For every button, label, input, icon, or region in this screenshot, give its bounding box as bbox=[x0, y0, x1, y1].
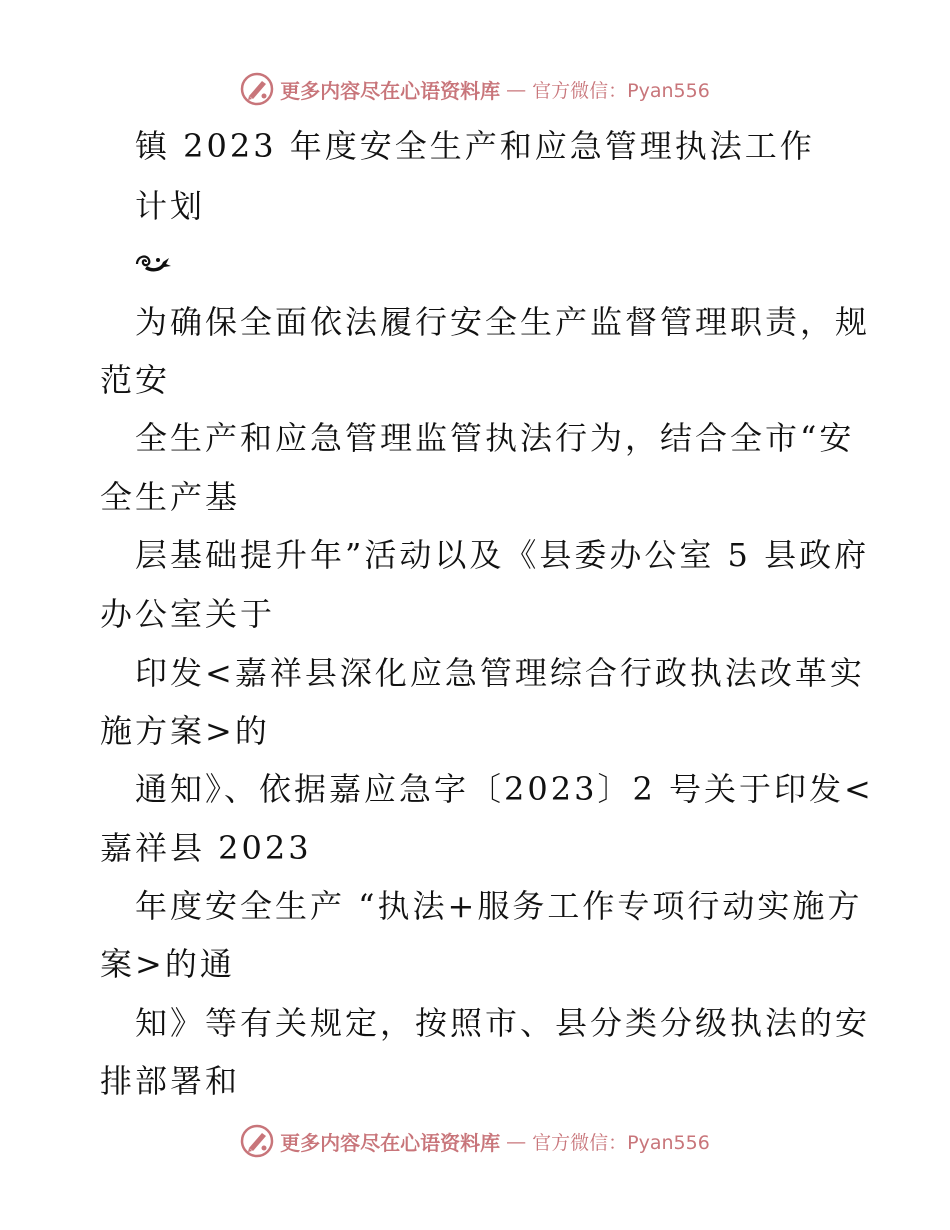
body-line-10: 嘉祥县 2023 bbox=[100, 829, 312, 867]
body-line-11: 年度安全生产 “执法+服务工作专项行动实施方 bbox=[135, 887, 863, 925]
document-title-line-1: 镇 2023 年度安全生产和应急管理执法工作 bbox=[135, 127, 815, 165]
header-watermark bbox=[0, 72, 950, 106]
body-line-9: 通知》、依据嘉应急字〔2023〕2 号关于印发< bbox=[135, 770, 874, 808]
watermark-separator: — bbox=[506, 77, 527, 101]
watermark-main-text: 更多内容尽在心语资料库 bbox=[280, 78, 501, 103]
body-line-7: 印发<嘉祥县深化应急管理综合行政执法改革实 bbox=[135, 654, 865, 692]
body-line-5: 层基础提升年”活动以及《县委办公室 5 县政府 bbox=[135, 536, 870, 574]
document-title-line-2: 计划 bbox=[135, 187, 206, 225]
library-logo-icon bbox=[240, 1124, 274, 1158]
body-line-13: 知》等有关规定，按照市、县分类分级执法的安 bbox=[135, 1004, 871, 1042]
footer-watermark bbox=[0, 1124, 950, 1158]
watermark-wechat-text: 官方微信：Pyan556 bbox=[532, 79, 710, 102]
body-line-12: 案>的通 bbox=[100, 945, 235, 983]
body-line-14: 排部署和 bbox=[100, 1062, 241, 1100]
body-line-6: 办公室关于 bbox=[100, 595, 276, 633]
fleuron-icon bbox=[133, 250, 173, 274]
body-line-3: 全生产和应急管理监管执法行为，结合全市“安 bbox=[135, 419, 855, 457]
body-line-1: 为确保全面依法履行安全生产监督管理职责，规 bbox=[135, 303, 871, 341]
library-logo-icon bbox=[240, 72, 274, 106]
body-line-8: 施方案>的 bbox=[100, 712, 270, 750]
body-line-4: 全生产基 bbox=[100, 478, 241, 516]
body-line-2: 范安 bbox=[100, 361, 171, 399]
watermark-separator: — bbox=[506, 1129, 527, 1153]
watermark-main-text: 更多内容尽在心语资料库 bbox=[280, 1130, 501, 1155]
watermark-wechat-text: 官方微信：Pyan556 bbox=[532, 1131, 710, 1154]
